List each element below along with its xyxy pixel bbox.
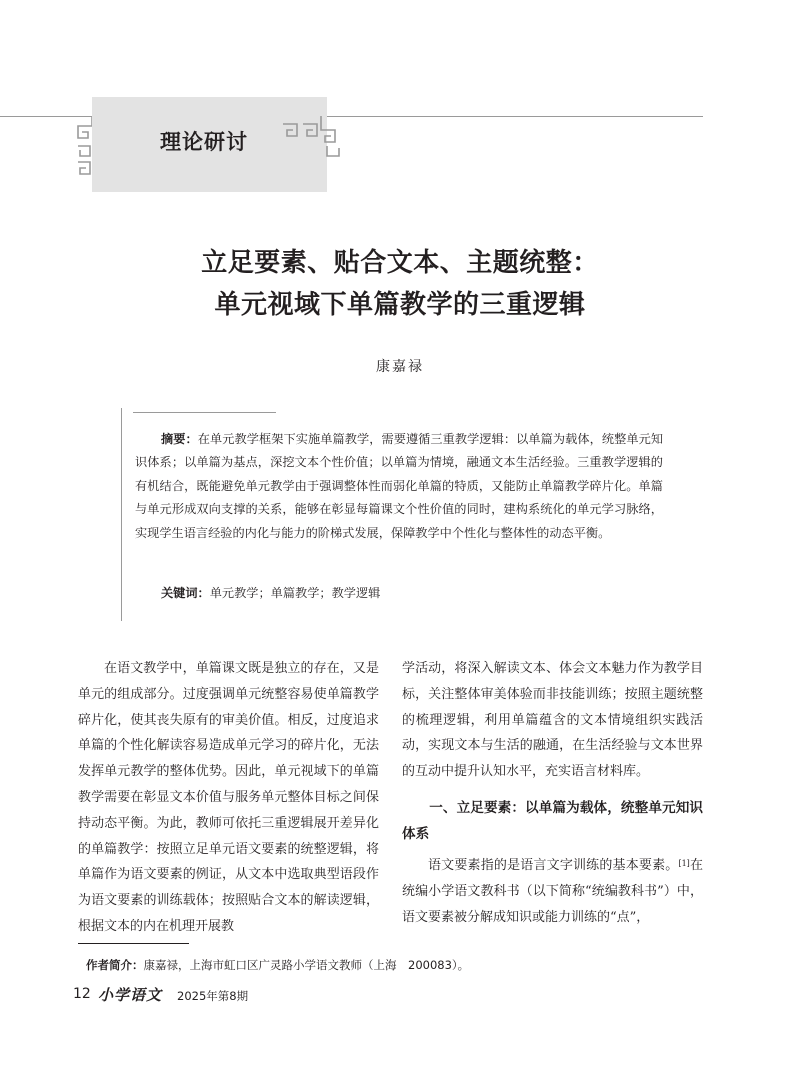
author-footnote [86,957,469,973]
issue-label: 2025年第8期 [177,989,249,1003]
keywords-label: 关键词： [161,586,210,600]
body-column-right [402,656,703,930]
body-paragraph [402,853,703,930]
keywords-text: 单元教学；单篇教学；教学逻辑 [209,586,381,600]
article-title-line1: 立足要素、贴合文本、主题统整： [201,248,599,278]
abstract-label: 摘要： [161,432,198,446]
footnote-rule [78,943,189,944]
header-rule-right [327,116,703,117]
journal-logo: 小学语文 [98,986,163,1004]
body-column-left [78,656,379,940]
footnote-label: 作者简介： [86,958,144,972]
abstract-top-rule [133,412,276,413]
article-title-line2: 单元视域下单篇教学的三重逻辑 [214,290,586,320]
citation-marker: [1] [678,858,690,868]
body-paragraph: 在语文教学中，单篇课文既是独立的存在，又是单元的组成部分。过度强调单元统整容易使单篇教学碎片化，使其丧失原有的审美价值。相反，过度追求单篇的个性化解读容易造成单元学习的碎片化，无法发挥单元教学的整体优势。因此，单元视域下的单篇教学需要在彰显文本价值与服务单元整体目标之间保持动态平衡。为此，教师可依托三重逻辑展开差异化的单篇教学：按照立足单元语文要素的统整逻辑，将单篇作为语文要素的例证，从文本中选取典型语段作为语文要素的训练载体；按照贴合文本的解读逻辑，根据文本的内在机理开展教 [78,661,379,934]
section-label: 理论研讨 [160,130,248,154]
abstract-side-rule [121,408,122,621]
abstract-text: 在单元教学框架下实施单篇教学，需要遵循三重教学逻辑：以单篇为载体，统整单元知识体系；以单篇为基点，深挖文本个性价值；以单篇为情境，融通文本生活经验。三重教学逻辑的有机结合，既能避免单元教学由于强调整体性而弱化单篇的特质，又能防止单篇教学碎片化。单篇与单元形成双向支撑的关系，能够在彰显每篇课文个性价值的同时，建构系统化的单元学习脉络，实现学生语言经验的内化与能力的阶梯式发展，保障教学中个性化与整体性的动态平衡。 [135,432,664,540]
footnote-text: 康嘉禄，上海市虹口区广灵路小学语文教师（上海 200083）。 [143,958,470,972]
fret-ornament-right [283,116,343,158]
paragraph-text-cont: 在统编小学语文教科书（以下简称“统编教科书”）中，语文要素被分解成知识或能力训练的“点”， [402,857,703,925]
paragraph-text: 语文要素指的是语言文字训练的基本要素。 [428,857,679,873]
body-paragraph-continued: 学活动，将深入解读文本、体会文本魅力作为教学目标，关注整体审美体验而非技能训练；按照主题统整的梳理逻辑，利用单篇蕴含的文本情境组织实践活动，实现文本与生活的融通，在生活经验与文本世界的互动中提升认知水平，充实语言材料库。 [402,661,703,780]
keywords [161,584,380,601]
page-number: 12 [73,986,91,1002]
section-heading: 一、立足要素：以单篇为载体，统整单元知识体系 [402,799,703,842]
abstract [135,428,663,545]
author-name: 康嘉禄 [376,359,424,375]
